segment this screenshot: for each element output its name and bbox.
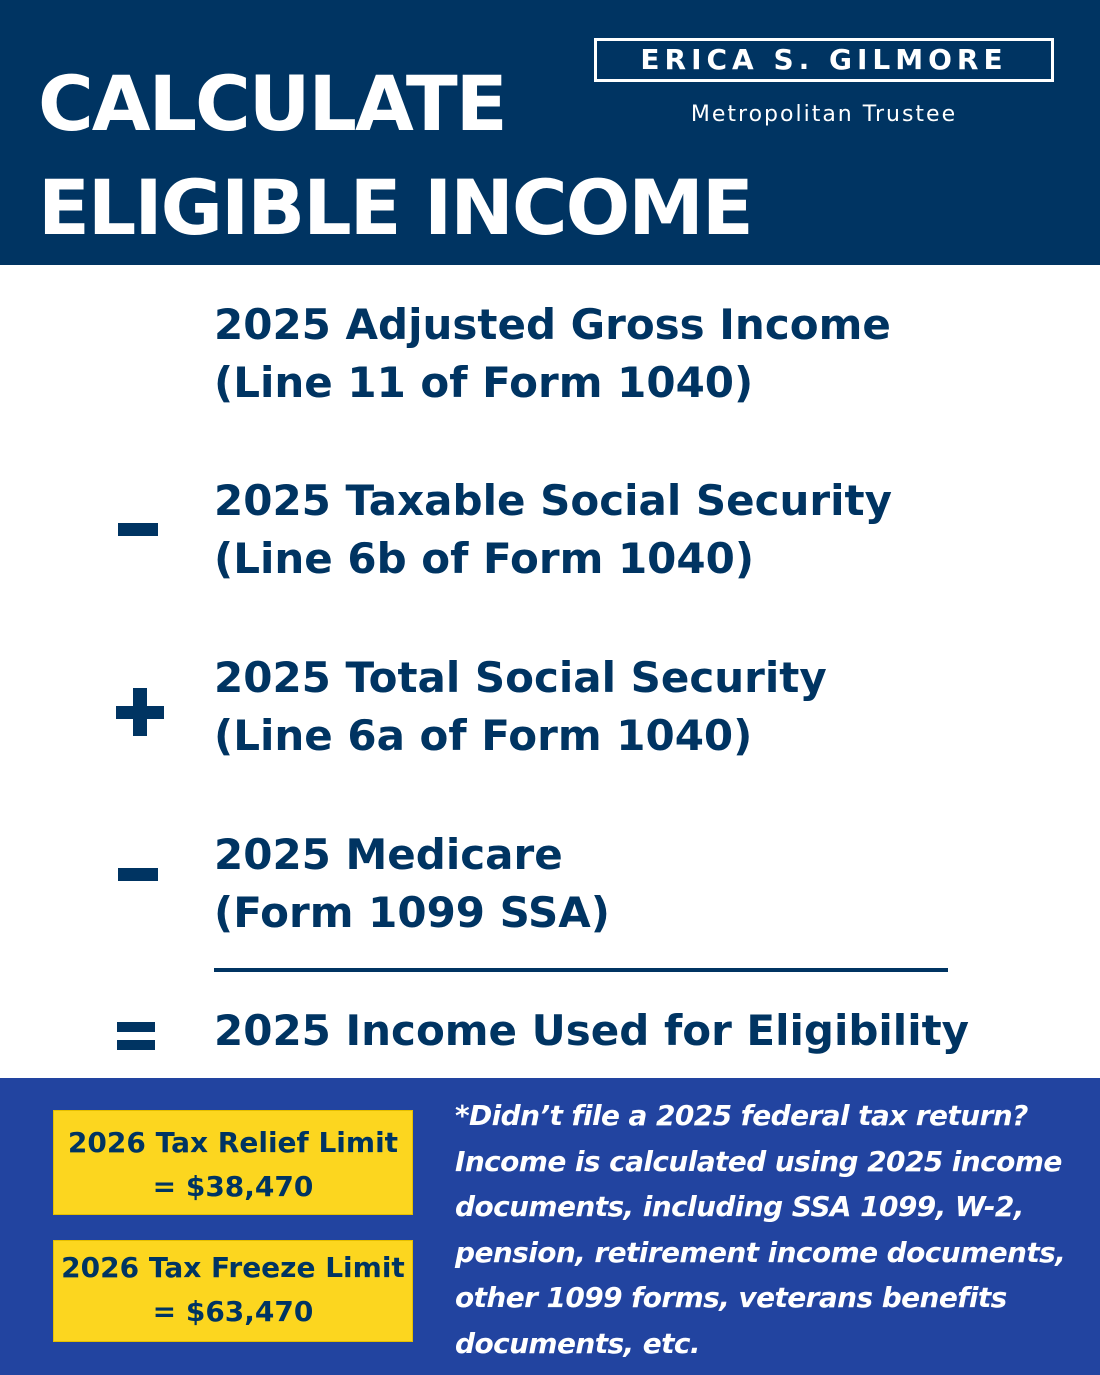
- limit-value: = $38,470: [152, 1170, 314, 1203]
- sum-divider-line: [214, 968, 948, 972]
- result-label: 2025 Income Used for Eligibility: [214, 1006, 970, 1055]
- note-line: other 1099 forms, veterans benefits: [455, 1281, 1007, 1314]
- no-tax-return-note: [455, 1093, 1095, 1366]
- title-line-1: CALCULATE: [38, 59, 506, 148]
- step-title: 2025 Medicare: [214, 830, 563, 879]
- step-text: [214, 826, 610, 942]
- tax-freeze-limit-badge: [53, 1240, 413, 1342]
- note-line: documents, etc.: [455, 1326, 700, 1360]
- limit-label: 2026 Tax Freeze Limit: [61, 1251, 405, 1284]
- note-line: *Didn’t file a 2025 federal tax return?: [455, 1099, 1028, 1132]
- note-line: pension, retirement income documents,: [455, 1235, 1066, 1269]
- step-text: [214, 472, 892, 588]
- note-line: documents, including SSA 1099, W-2,: [455, 1190, 1024, 1223]
- step-source: (Line 6b of Form 1040): [214, 534, 755, 583]
- step-title: 2025 Taxable Social Security: [214, 476, 892, 525]
- step-title: 2025 Total Social Security: [214, 653, 827, 702]
- trustee-logo-subtitle: Metropolitan Trustee: [690, 102, 958, 127]
- tax-relief-limit-badge: [53, 1110, 413, 1215]
- step-text: [214, 296, 891, 412]
- page-title: [38, 52, 752, 260]
- note-line: Income is calculated using 2025 income: [455, 1144, 1062, 1178]
- step-source: (Line 6a of Form 1040): [214, 711, 753, 760]
- step-title: 2025 Adjusted Gross Income: [214, 300, 891, 349]
- limit-label: 2026 Tax Relief Limit: [67, 1126, 399, 1159]
- step-source: (Line 11 of Form 1040): [214, 358, 754, 407]
- limit-value: = $63,470: [152, 1295, 314, 1328]
- trustee-logo-name: ERICA S. GILMORE: [594, 38, 1054, 82]
- header-banner: [0, 0, 1100, 265]
- step-source: (Form 1099 SSA): [214, 888, 610, 937]
- minus-icon: [118, 523, 158, 536]
- step-text: [214, 649, 827, 765]
- minus-icon: [118, 868, 158, 881]
- title-line-2: ELIGIBLE INCOME: [38, 163, 752, 252]
